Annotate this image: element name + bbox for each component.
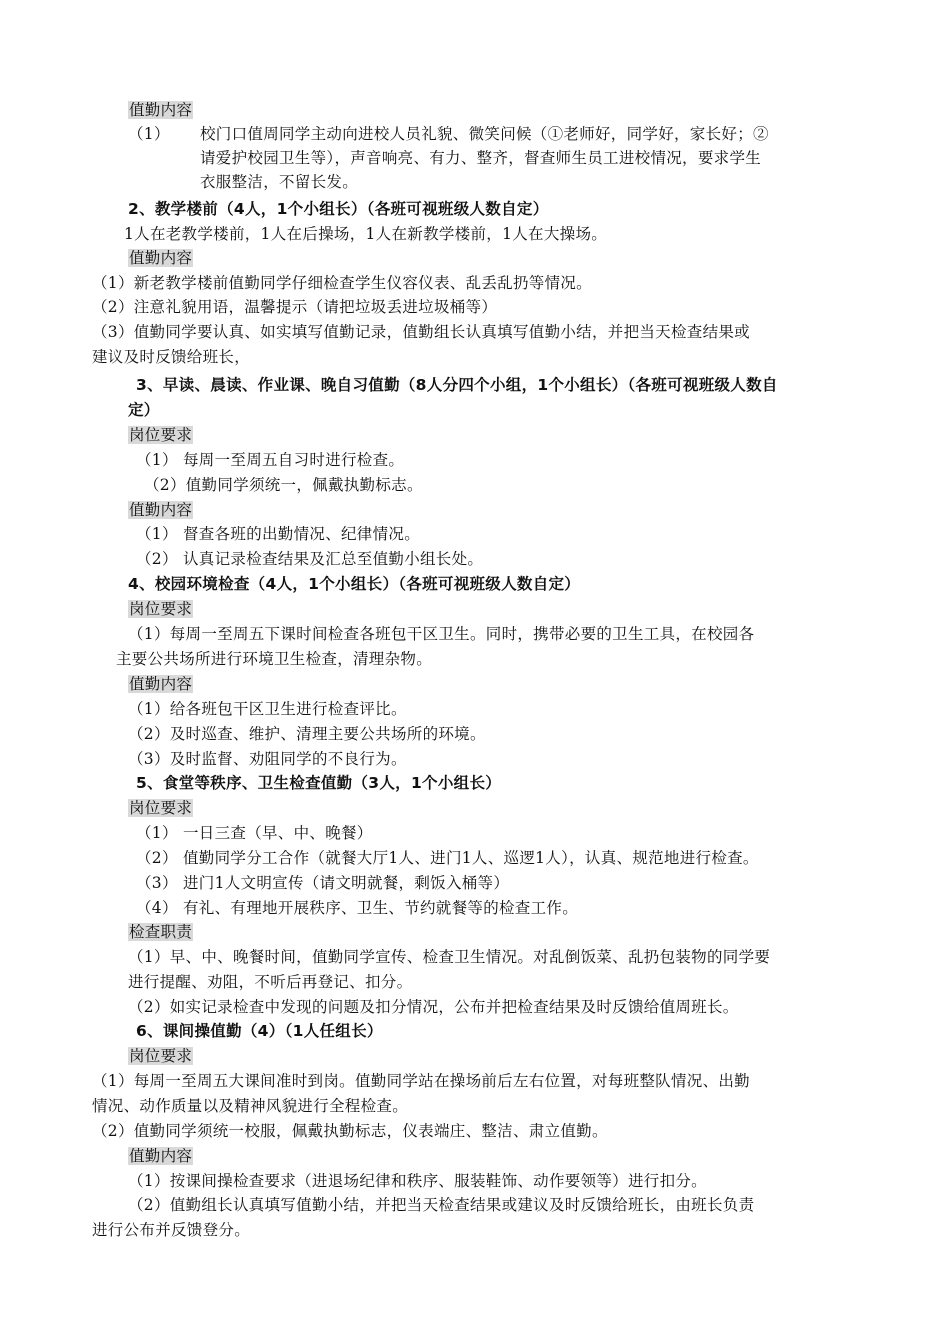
list-item: （4） 有礼、有理地开展秩序、卫生、节约就餐等的检查工作。	[136, 899, 578, 917]
list-item: （1）每周一至周五下课时间检查各班包干区卫生。同时，携带必要的卫生工具，在校园各	[128, 625, 755, 643]
list-item: （2） 值勤同学分工合作（就餐大厅1人、进门1人、巡逻1人），认真、规范地进行检查。	[136, 849, 759, 867]
list-item: （1） 督查各班的出勤情况、纪律情况。	[136, 525, 420, 543]
list-item: （1）新老教学楼前值勤同学仔细检查学生仪容仪表、乱丢乱扔等情况。	[92, 274, 592, 292]
section-label-requirements: 岗位要求	[129, 1047, 193, 1065]
list-item: （2）值勤组长认真填写值勤小结，并把当天检查结果或建议及时反馈给班长，由班长负责	[128, 1196, 755, 1214]
paragraph-line: 衣服整洁，不留长发。	[200, 173, 359, 191]
list-item: （2）值勤同学须统一，佩戴执勤标志。	[144, 476, 423, 494]
section-label-duty-content: 值勤内容	[129, 101, 193, 119]
section-heading-3-cont: 定）	[128, 401, 160, 419]
paragraph-line: 建议及时反馈给班长，	[92, 348, 251, 366]
list-item: （1） 每周一至周五自习时进行检查。	[136, 451, 405, 469]
section-label-duty-content: 值勤内容	[129, 1147, 193, 1165]
paragraph-line: 1人在老教学楼前，1人在后操场，1人在新教学楼前，1人在大操场。	[124, 225, 608, 243]
paragraph-line: 校门口值周同学主动向进校人员礼貌、微笑问候（①老师好，同学好，家长好；②	[200, 125, 769, 143]
list-item: （3） 进门1人文明宣传（请文明就餐，剩饭入桶等）	[136, 874, 510, 892]
list-item: （1）给各班包干区卫生进行检查评比。	[128, 700, 407, 718]
list-item: （3）及时监督、劝阻同学的不良行为。	[128, 750, 407, 768]
list-item: （2） 认真记录检查结果及汇总至值勤小组长处。	[136, 550, 484, 568]
section-label-duty-content: 值勤内容	[129, 501, 193, 519]
section-label-requirements: 岗位要求	[129, 799, 193, 817]
list-item: （2）及时巡查、维护、清理主要公共场所的环境。	[128, 725, 486, 743]
list-item: （2）如实记录检查中发现的问题及扣分情况，公布并把检查结果及时反馈给值周班长。	[128, 998, 739, 1016]
section-heading-5: 5、食堂等秩序、卫生检查值勤（3人，1个小组长）	[136, 774, 502, 792]
paragraph-line: 情况、动作质量以及精神风貌进行全程检查。	[92, 1097, 409, 1115]
list-item: （1）早、中、晚餐时间，值勤同学宣传、检查卫生情况。对乱倒饭菜、乱扔包装物的同学要	[128, 948, 771, 966]
section-heading-6: 6、课间操值勤（4）（1人任组长）	[136, 1022, 383, 1040]
section-label-requirements: 岗位要求	[129, 600, 193, 618]
list-item: （1）每周一至周五大课间准时到岗。值勤同学站在操场前后左右位置，对每班整队情况、出勤	[92, 1072, 750, 1090]
item-number: （1）	[128, 125, 170, 143]
list-item: （1） 一日三查（早、中、晚餐）	[136, 824, 373, 842]
section-heading-4: 4、校园环境检查（4人，1个小组长）（各班可视班级人数自定）	[128, 575, 581, 593]
list-item: （2）值勤同学须统一校服，佩戴执勤标志，仪表端庄、整洁、肃立值勤。	[92, 1122, 608, 1140]
list-item: （2）注意礼貌用语，温馨提示（请把垃圾丢进垃圾桶等）	[92, 298, 498, 316]
list-item: （1）按课间操检查要求（进退场纪律和秩序、服装鞋饰、动作要领等）进行扣分。	[128, 1172, 707, 1190]
paragraph-line: 进行提醒、劝阻，不听后再登记、扣分。	[128, 973, 413, 991]
section-heading-2: 2、教学楼前（4人，1个小组长）（各班可视班级人数自定）	[128, 200, 549, 218]
paragraph-line: 请爱护校园卫生等），声音响亮、有力、整齐，督查师生员工进校情况，要求学生	[200, 149, 762, 167]
section-label-inspection-duties: 检查职责	[129, 923, 193, 941]
list-item: （3）值勤同学要认真、如实填写值勤记录，值勤组长认真填写值勤小结，并把当天检查结果或	[92, 323, 750, 341]
section-label-duty-content: 值勤内容	[129, 249, 193, 267]
section-heading-3: 3、早读、晨读、作业课、晚自习值勤（8人分四个小组，1个小组长）（各班可视班级人数自	[136, 376, 778, 394]
paragraph-line: 主要公共场所进行环境卫生检查，清理杂物。	[116, 650, 433, 668]
paragraph-line: 进行公布并反馈登分。	[92, 1221, 251, 1239]
section-label-duty-content: 值勤内容	[129, 675, 193, 693]
section-label-requirements: 岗位要求	[129, 426, 193, 444]
